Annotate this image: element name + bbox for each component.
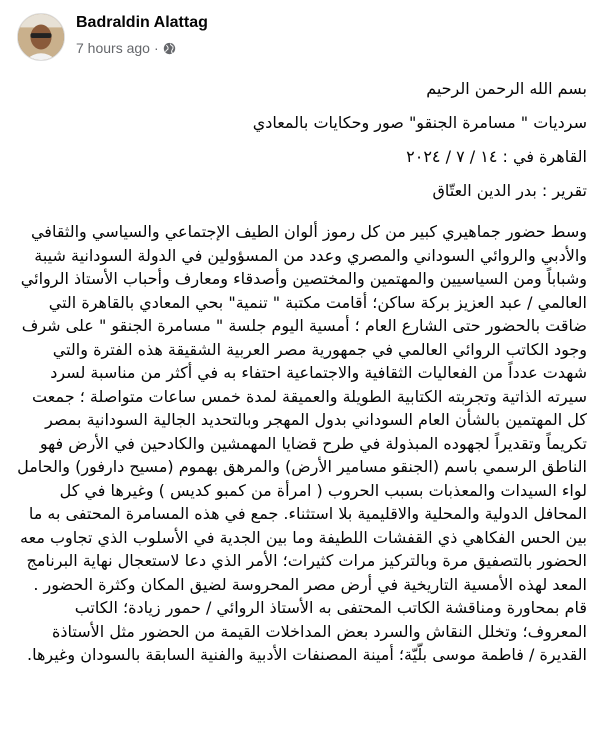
post-header [0,0,599,62]
post-date: القاهرة في : ١٤ / ٧ / ٢٠٢٤ [406,147,587,166]
spacer [12,208,587,220]
post-timestamp[interactable]: 7 hours ago [76,40,150,56]
author-name[interactable]: Badraldin Alattag [76,14,208,31]
post-text: وسط حضور جماهيري كبير من كل رموز ألوان الطيف الإجتماعي والسياسي والثقافي والأدبي والروائي السوداني والمصري وعدد من المسؤولين في الدولة السودانية شيبة وشباباً ومن السياسيين والمهتمين والمختصين وأصدقاء ومعارف وأحباب الأستاذ الروائي العالمي / عبد العزيز بركة ساكن؛ أقامت مكتبة " تنمية" بحي المعادي بالقاهرة التي ضاقت بالحضور حتى الشارع العام ؛ أمسية اليوم جلسة " مسامرة الجنقو " على شرف وجود الكاتب الروائي العالمي في جمهورية مصر العربية الشقيقة هذه الفترة والتي شهدت عدداً من الفعاليات الثقافية والاجتماعية احتفاء به في أكثر من مناسبة لسرد سيرته الذاتية وتجربته الكتابية الطويلة والعميقة لمدة خمس ساعات متواصلة ؛ جمعت كل المهتمين بالشأن العام السوداني بدول المهجر وبالتحديد الجالية السودانية بمصر تكريماً وتقديراً لجهوده المبذولة في طرح قضايا المهمشين والكادحين في الأرض فهو الناطق الرسمي باسم (الجنقو مسامير الأرض) والمرهق بهموم (مسيح دارفور) والحامل لواء السيدات والمعذبات بسبب الحروب ( امرأة من كمبو كديس ) وغيرها في كل المحافل الدولية والمحلية والاقليمية بلا استثناء. جمع في هذه المسامرة المحتفى به ما بين الحس الفكاهي ذي القفشات اللطيفة وما بين الجدية في الأسلوب الذي تجاوب معه الحضور بالتصفيق مرة وبالتركيز مرات كثيرات؛ الأمر الذي دعا لاستعجال نهاية البرنامج المعد لهذه الأمسية التاريخية في أرض مصر المحروسة لضيق المكان وكثرة الحضور . قام بمحاورة ومناقشة الكاتب المحتفى به الأستاذ الروائي / حمور زيادة؛ الكاتب المعروف؛ وتخلل النقاش والسرد بعض المداخلات القيمة من الحضور مثل الأستاذة القديرة / فاطمة موسى بلّيّة؛ أمينة المصنفات الأدبية والفنية السابقة بالسودان وغيرها. [17,222,587,664]
post-body [12,72,587,667]
avatar[interactable] [17,13,65,61]
post-title: سرديات " مسامرة الجنقو" صور وحكايات بالمعادي [252,113,587,132]
meta-separator: · [153,40,159,56]
post-reporter: تقرير : بدر الدين العتّاق [432,181,587,200]
globe-icon[interactable] [163,42,176,55]
post-meta [76,40,176,56]
post-basmala: بسم الله الرحمن الرحيم [426,79,587,98]
